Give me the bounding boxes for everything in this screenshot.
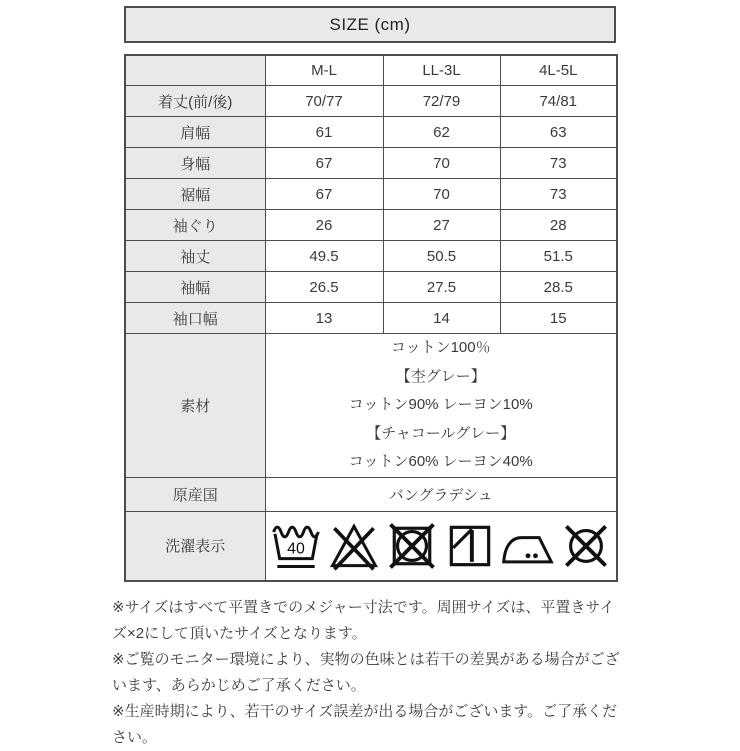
size-chart-title: SIZE (cm) (124, 6, 616, 43)
cell-value: 70 (383, 179, 500, 210)
material-value (265, 334, 617, 478)
cell-value: 26.5 (265, 272, 383, 303)
row-label: 着丈(前/後) (125, 86, 265, 117)
footnotes (112, 595, 628, 751)
row-label: 肩幅 (125, 117, 265, 148)
col-header-m-l: M-L (265, 55, 383, 86)
cell-value: 62 (383, 117, 500, 148)
row-label: 裾幅 (125, 179, 265, 210)
cell-value: 67 (265, 179, 383, 210)
cell-value: 70 (383, 148, 500, 179)
col-header-ll-3l: LL-3L (383, 55, 500, 86)
size-chart-panel (112, 0, 620, 751)
row-label: 身幅 (125, 148, 265, 179)
cell-value: 73 (500, 148, 617, 179)
care-label: 洗濯表示 (125, 511, 265, 581)
footnote: ※サイズはすべて平置きでのメジャー寸法です。周囲サイズは、平置きサイズ×2にして頂いたサイズとなります。 (112, 598, 615, 642)
footnote: ※生産時期により、若干のサイズ誤差が出る場合がございます。ご了承ください。 (112, 702, 618, 746)
material-line: 【杢グレー】 (395, 367, 486, 385)
table-row-sleeve-width (125, 272, 617, 303)
do-not-bleach-icon (326, 518, 382, 574)
table-row-length (125, 86, 617, 117)
cell-value: 74/81 (500, 86, 617, 117)
laundry-symbols (266, 518, 617, 574)
origin-value: バングラデシュ (265, 477, 617, 511)
cell-value: 15 (500, 303, 617, 334)
cell-value: 28 (500, 210, 617, 241)
row-label: 袖ぐり (125, 210, 265, 241)
footnote: ※ご覧のモニター環境により、実物の色味とは若干の差異がある場合がございます、あらかじめご了承ください。 (112, 650, 620, 694)
table-row-shoulder (125, 117, 617, 148)
cell-value: 28.5 (500, 272, 617, 303)
cell-value: 50.5 (383, 241, 500, 272)
material-line: コットン60% レーヨン40% (348, 453, 533, 470)
svg-text:40: 40 (286, 539, 305, 557)
cell-value: 72/79 (383, 86, 500, 117)
origin-label: 原産国 (125, 477, 265, 511)
row-label: 袖丈 (125, 241, 265, 272)
table-row-hem-width (125, 179, 617, 210)
table-row-armhole (125, 210, 617, 241)
size-table (124, 54, 618, 582)
cell-value: 61 (265, 117, 383, 148)
cell-value: 70/77 (265, 86, 383, 117)
do-not-tumble-dry-icon (384, 518, 440, 574)
col-header-4l-5l: 4L-5L (500, 55, 617, 86)
row-label: 袖幅 (125, 272, 265, 303)
cell-value: 27.5 (383, 272, 500, 303)
corner-cell (125, 55, 265, 86)
cell-value: 26 (265, 210, 383, 241)
care-row (125, 511, 617, 581)
cell-value: 63 (500, 117, 617, 148)
table-row-body-width (125, 148, 617, 179)
cell-value: 73 (500, 179, 617, 210)
table-header-row (125, 55, 617, 86)
material-row (125, 334, 617, 478)
material-line: 【チャコールグレー】 (366, 424, 516, 442)
drip-dry-in-shade-icon (442, 518, 498, 574)
cell-value: 67 (265, 148, 383, 179)
material-line: コットン100％ (390, 339, 491, 356)
do-not-dry-clean-icon (558, 518, 614, 574)
iron-two-dots-icon (500, 518, 556, 574)
material-label: 素材 (125, 334, 265, 478)
table-row-cuff-width (125, 303, 617, 334)
cell-value: 49.5 (265, 241, 383, 272)
wash-40-icon (268, 518, 324, 574)
material-line: コットン90% レーヨン10% (348, 396, 533, 413)
origin-row (125, 477, 617, 511)
cell-value: 51.5 (500, 241, 617, 272)
table-row-sleeve-length (125, 241, 617, 272)
care-symbols-cell (265, 511, 617, 581)
cell-value: 14 (383, 303, 500, 334)
cell-value: 27 (383, 210, 500, 241)
row-label: 袖口幅 (125, 303, 265, 334)
cell-value: 13 (265, 303, 383, 334)
